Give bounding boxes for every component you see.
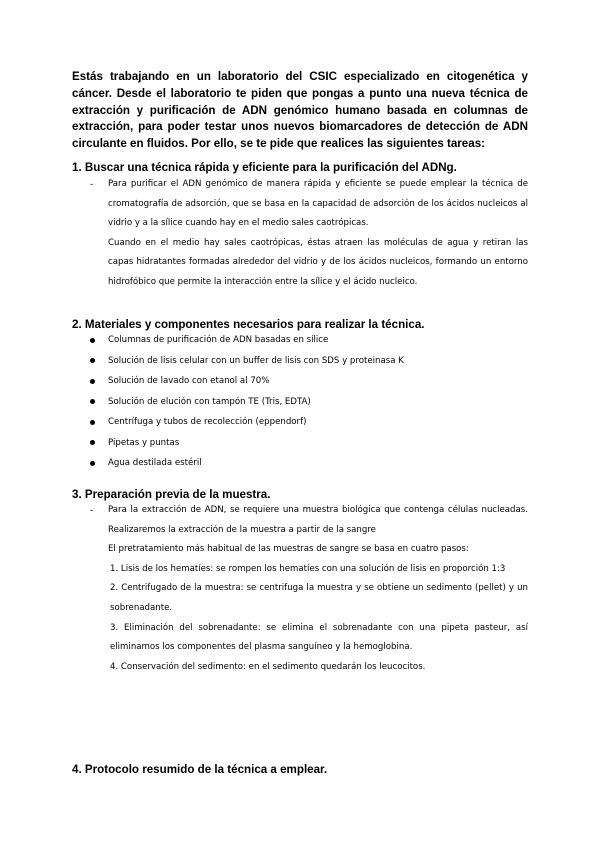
- step-item: 2. Centrifugado de la muestra: se centrifuga la muestra y se obtiene un sedimento (pellet) y un sobrenadante.: [110, 583, 528, 613]
- bullet-icon: [90, 338, 95, 343]
- list-item-text: Solución de lavado con etanol al 70%: [108, 376, 270, 386]
- list-item: [72, 412, 404, 433]
- bullet-icon: [90, 440, 95, 445]
- section-2-heading: 2. Materiales y componentes necesarios para realizar la técnica.: [72, 318, 425, 331]
- section-1-heading: 1. Buscar una técnica rápida y eficiente para la purificación del ADNg.: [72, 161, 457, 174]
- section-1-paragraph: Cuando en el medio hay sales caotrópicas, éstas atraen las moléculas de agua y retiran las capas hidratantes formadas alrededor del vidrio y de los ácidos nucleicos, formando un entorno hidrofóbico que permite la interacción entre la sílice y el ácido nucleico.: [108, 237, 528, 287]
- list-item: [72, 371, 404, 392]
- section-3-heading: 3. Preparación previa de la muestra.: [72, 488, 271, 501]
- step-item: 3. Eliminación del sobrenadante: se elimina el sobrenadante con una pipeta pasteur, así eliminamos los componentes del plasma sanguíneo y la hemoglobina.: [110, 622, 528, 653]
- bullet-icon: [90, 461, 95, 466]
- section-4-heading: 4. Protocolo resumido de la técnica a emplear.: [72, 763, 328, 776]
- materials-list: [72, 330, 404, 474]
- dash-marker: -: [90, 505, 94, 516]
- list-item-text: Pipetas y puntas: [108, 437, 180, 448]
- list-item-text: Columnas de purificación de ADN basadas en sílice: [108, 335, 329, 345]
- section-1-body: [72, 175, 528, 293]
- section-1-paragraph: Para purificar el ADN genómico de manera rápida y eficiente se puede emplear la técnica de cromatografía de adsorción, que se basa en la capacidad de adsorción de los ácidos nucleicos al vidrio y a la sílice cuando hay en el medio sales caotrópicas.: [108, 179, 528, 229]
- list-item-text: Agua destilada estéril: [108, 458, 202, 468]
- intro-paragraph: Estás trabajando en un laboratorio del CSIC especializado en citogenética y cáncer. Desde el laboratorio te piden que pongas a punto una nueva técnica de extracción y purificación de ADN genómico humano basada en columnas de extracción, para poder testar unos nuevos biomarcadores de detección de ADN circulante en fluidos. Por ello, se te pide que realices las siguientes tareas:: [72, 70, 528, 151]
- bullet-icon: [90, 420, 95, 425]
- list-item-text: Centrífuga y tubos de recolección (eppendorf): [108, 417, 307, 427]
- bullet-icon: [90, 358, 95, 363]
- list-item: [72, 392, 404, 413]
- section-3-pretreatment: El pretratamiento más habitual de las muestras de sangre se basa en cuatro pasos:: [108, 544, 469, 555]
- list-item: [72, 453, 404, 474]
- list-item: [72, 433, 404, 454]
- list-item: [72, 330, 404, 351]
- bullet-icon: [90, 379, 95, 384]
- list-item-text: Solución de lisis celular con un buffer de lisis con SDS y proteinasa K: [108, 355, 404, 366]
- step-item: 1. Lisis de los hematíes: se rompen los hematíes con una solución de lisis en proporción 1:3: [110, 563, 506, 574]
- dash-marker: -: [90, 179, 94, 190]
- list-item-text: Solución de elución con tampón TE (Tris, EDTA): [108, 396, 311, 407]
- section-3-body: [72, 501, 528, 677]
- list-item: [72, 351, 404, 372]
- section-3-intro: Para la extracción de ADN, se requiere una muestra biológica que contenga células nucleadas. Realizaremos la extracción de la muestra a partir de la sangre: [108, 505, 528, 535]
- bullet-icon: [90, 399, 95, 404]
- step-item: 4. Conservación del sedimento: en el sedimento quedarán los leucocitos.: [110, 661, 426, 672]
